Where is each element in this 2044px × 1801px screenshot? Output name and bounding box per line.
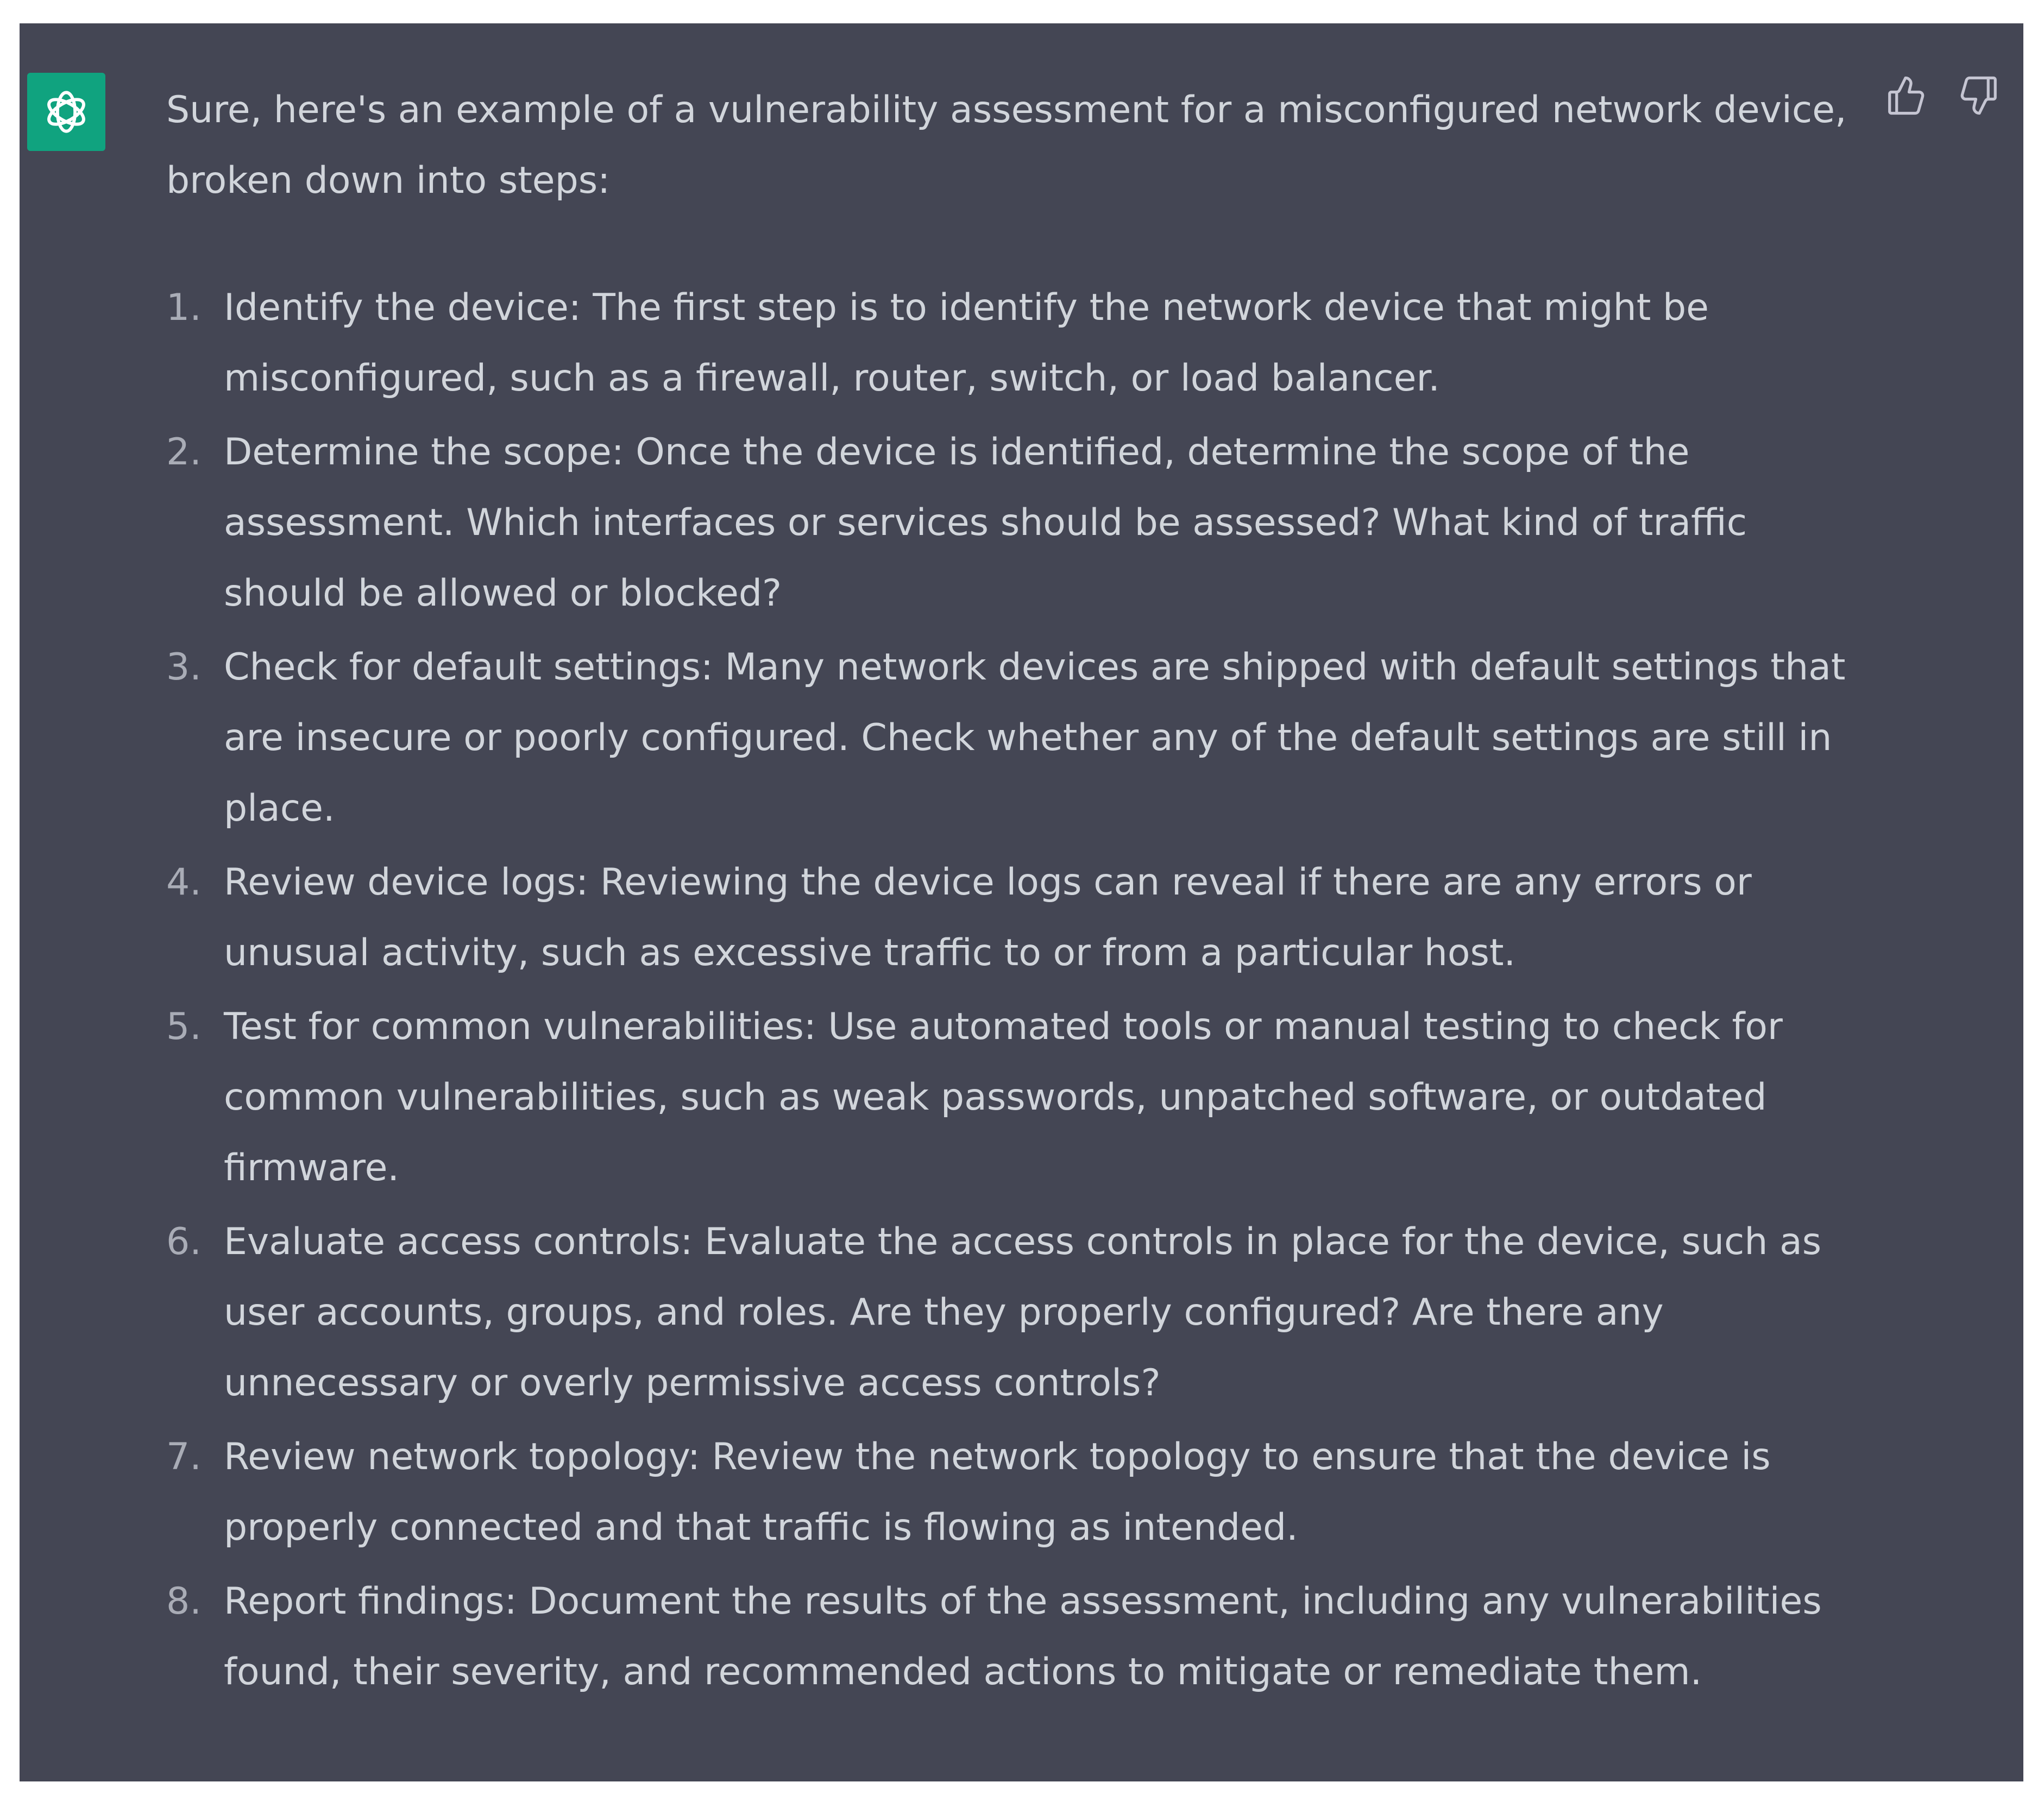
list-item-number: 1. [166,286,202,329]
list-item-text: Review device logs: Reviewing the device logs can reveal if there are any errors or unusual activity, such as excessive traffic to or from a particular host. [224,861,1752,974]
list-item [166,632,1861,844]
list-item-text: Evaluate access controls: Evaluate the access controls in place for the device, such as user accounts, groups, and roles. Are they properly configured? Are there any unnecessary or overly permissive access controls? [224,1220,1822,1405]
list-item-number: 3. [166,646,202,689]
thumbs-down-button[interactable] [1955,71,2004,120]
assistant-message-panel [20,23,2023,1781]
list-item-text: Check for default settings: Many network devices are shipped with default settings that are insecure or poorly configured. Check whether any of the default settings are still in place. [224,646,1846,830]
list-item [166,847,1861,988]
list-item-text: Determine the scope: Once the device is identified, determine the scope of the assessment. Which interfaces or services should be assessed? What kind of traffic should be allowed or blocked? [224,431,1747,615]
list-item [166,1422,1861,1563]
list-item-number: 4. [166,861,202,904]
thumbs-up-button[interactable] [1881,71,1930,120]
list-item [166,417,1861,629]
message-intro: Sure, here's an example of a vulnerability assessment for a misconfigured network device, broken down into steps: [166,89,1847,202]
list-item-text: Test for common vulnerabilities: Use automated tools or manual testing to check for common vulnerabilities, such as weak passwords, unpatched software, or outdated firmware. [224,1005,1783,1189]
list-item [166,1566,1861,1708]
list-item-text: Review network topology: Review the network topology to ensure that the device is properly connected and that traffic is flowing as intended. [224,1435,1771,1549]
list-item [166,992,1861,1204]
thumbs-down-icon [1958,74,2001,117]
thumbs-up-icon [1884,74,1927,117]
list-item-number: 2. [166,431,202,474]
assistant-avatar [27,73,105,151]
list-item-number: 5. [166,1005,202,1048]
list-item [166,273,1861,414]
message-content [166,75,1861,1711]
steps-list [166,273,1861,1708]
list-item-number: 6. [166,1220,202,1263]
list-item-number: 8. [166,1580,202,1623]
openai-logo-icon [37,83,96,141]
list-item [166,1207,1861,1419]
feedback-buttons [1881,71,2004,120]
list-item-number: 7. [166,1435,202,1478]
list-item-text: Identify the device: The first step is to identify the network device that might be misconfigured, such as a firewall, router, switch, or load balancer. [224,286,1709,400]
list-item-text: Report findings: Document the results of the assessment, including any vulnerabilities found, their severity, and recommended actions to mitigate or remediate them. [224,1580,1822,1693]
